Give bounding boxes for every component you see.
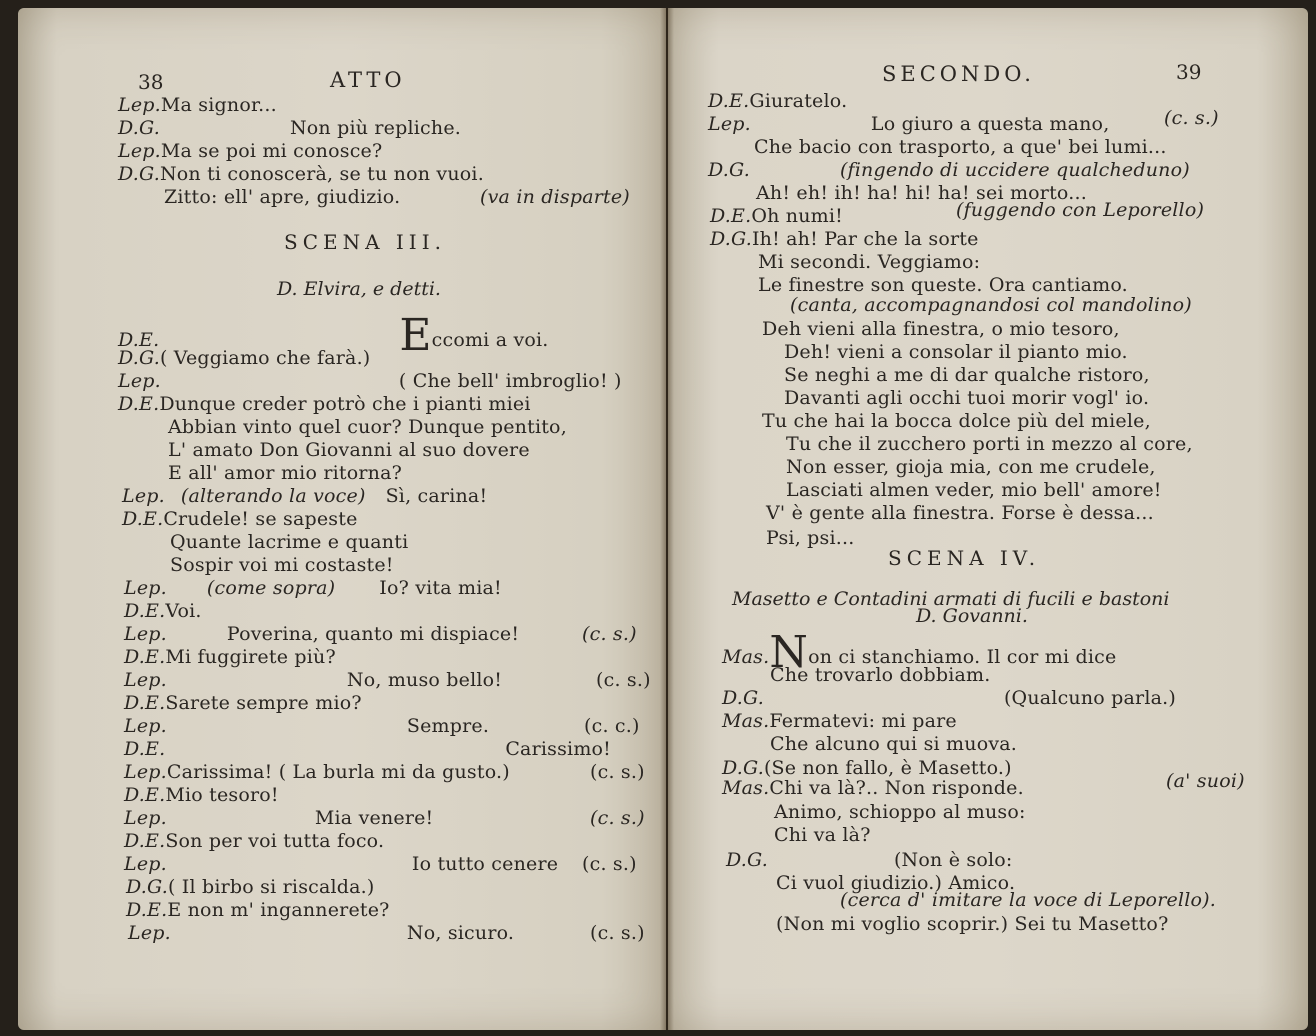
- line: [168, 416, 567, 438]
- line: [124, 646, 336, 668]
- speaker: Mas.: [722, 710, 770, 732]
- page-number-left: 38: [138, 70, 164, 94]
- dialogue: Lasciati almen veder, mio bell' amore!: [786, 479, 1162, 501]
- dialogue: ( Veggiamo che farà.): [159, 347, 371, 369]
- speaker: Lep.: [124, 761, 167, 783]
- dialogue: ( Il birbo si riscalda.): [167, 876, 375, 898]
- dialogue: (Non mi voglio scoprir.) Sei tu Masetto?: [776, 913, 1169, 935]
- speaker: D.E.: [124, 600, 166, 622]
- speaker: D.G.: [118, 117, 160, 139]
- line: [124, 577, 502, 599]
- dialogue: Carissima! ( La burla mi da gusto.): [166, 761, 510, 783]
- dialogue: Mi fuggirete più?: [165, 646, 336, 668]
- line: [124, 807, 433, 829]
- line: [128, 922, 514, 944]
- speaker: D.E.: [124, 646, 166, 668]
- line: [786, 479, 1162, 501]
- speaker: Lep.: [124, 715, 167, 737]
- dialogue: Ci vuol giudizio.) Amico.: [776, 872, 1016, 894]
- speaker: D.G.: [708, 159, 750, 181]
- stage-direction: (fingendo di uccidere qualcheduno): [839, 159, 1190, 181]
- line: [122, 508, 358, 530]
- page-number-right: 39: [1176, 60, 1202, 84]
- dialogue: Sospir voi mi costaste!: [170, 554, 394, 576]
- dialogue: Ma signor...: [160, 94, 277, 116]
- dialogue: Sarete sempre mio?: [165, 692, 362, 714]
- dialogue: Che bacio con trasporto, a que' bei lumi...: [754, 136, 1167, 158]
- dialogue: E non m' ingannerete?: [167, 899, 390, 921]
- line: [722, 757, 1012, 779]
- line: [776, 913, 1168, 935]
- dialogue: Abbian vinto quel cuor? Dunque pentito,: [168, 416, 567, 438]
- dialogue: Mi secondi. Veggiamo:: [758, 251, 981, 273]
- dialogue: E all' amor mio ritorna?: [168, 462, 402, 484]
- dialogue: Non più repliche.: [289, 117, 461, 139]
- speaker: Lep.: [124, 577, 167, 599]
- drop-cap: N: [769, 627, 809, 678]
- dialogue: Ma se poi mi conosce?: [160, 140, 383, 162]
- drop-cap: E: [399, 310, 432, 361]
- speaker: Lep.: [118, 140, 161, 162]
- stage-direction: (c. s.): [582, 853, 637, 875]
- dialogue: Animo, schioppo al muso:: [774, 801, 1026, 823]
- line: [770, 664, 991, 686]
- speaker: Mas.: [722, 777, 770, 799]
- dialogue: ccomi a voi.: [431, 329, 549, 351]
- dialogue: Son per voi tutta foco.: [165, 830, 385, 852]
- line: [118, 94, 277, 116]
- line: [774, 801, 1026, 823]
- running-head-left: ATTO: [330, 68, 406, 92]
- stage-direction: (alterando la voce): [180, 485, 366, 507]
- line: [758, 251, 980, 273]
- speaker: D.E.: [708, 90, 750, 112]
- dialogue: Deh vieni alla finestra, o mio tesoro,: [762, 318, 1120, 340]
- line: [168, 462, 402, 484]
- dialogue: Deh! vieni a consolar il pianto mio.: [784, 341, 1128, 363]
- line: [770, 733, 1017, 755]
- line: [122, 485, 487, 507]
- stage-direction: (c. c.): [584, 715, 640, 737]
- speaker: D.E.: [118, 393, 160, 415]
- dialogue: Sì, carina!: [385, 485, 488, 507]
- line: [762, 318, 1120, 340]
- speaker: D.G.: [722, 687, 764, 709]
- dialogue: Oh numi!: [751, 205, 843, 227]
- stage-direction: (c. s.): [590, 761, 645, 783]
- dialogue: Tu che il zucchero porti in mezzo al core,: [786, 433, 1193, 455]
- line: [168, 439, 530, 461]
- dialogue: Zitto: ell' apre, giudizio.: [164, 186, 401, 208]
- line: [118, 140, 382, 162]
- stage-direction: (a' suoi): [1166, 770, 1245, 792]
- line: [722, 710, 957, 732]
- speaker: D.G.: [118, 163, 160, 185]
- speaker: Lep.: [118, 94, 161, 116]
- speaker: Lep.: [124, 669, 167, 691]
- scene-title-left: SCENA III.: [284, 230, 446, 254]
- dialogue: Voi.: [165, 600, 202, 622]
- dialogue: Che trovarlo dobbiam.: [770, 664, 991, 686]
- dialogue: Quante lacrime e quanti: [170, 531, 409, 553]
- line: [124, 715, 489, 737]
- line: [164, 186, 400, 208]
- dialogue: ( Che bell' imbroglio! ): [398, 370, 622, 392]
- line: [118, 393, 531, 415]
- line: [710, 205, 843, 227]
- dialogue: Mia venere!: [314, 807, 434, 829]
- speaker: Lep.: [118, 370, 161, 392]
- speaker: D.E.: [124, 784, 166, 806]
- speaker: Lep.: [122, 485, 165, 507]
- speaker: D.E.: [124, 738, 166, 760]
- speaker: D.G.: [726, 849, 768, 871]
- line: [124, 600, 202, 622]
- stage-direction: (c. s.): [596, 669, 651, 691]
- dialogue: (Qualcuno parla.): [1003, 687, 1176, 709]
- dialogue: Che alcuno qui si muova.: [770, 733, 1018, 755]
- dialogue: Crudele! se sapeste: [163, 508, 358, 530]
- speaker: Lep.: [124, 853, 167, 875]
- speaker: Lep.: [124, 807, 167, 829]
- line: [126, 876, 375, 898]
- book-spine: [660, 8, 674, 1030]
- scene-cast-right-1: Masetto e Contadini armati di fucili e bastoni: [732, 588, 1170, 610]
- speaker: D.E.: [710, 205, 752, 227]
- speaker: Lep.: [128, 922, 171, 944]
- line: [708, 90, 847, 112]
- dialogue: Carissimo!: [505, 738, 612, 760]
- dialogue: Non ti conoscerà, se tu non vuoi.: [159, 163, 484, 185]
- dialogue: No, sicuro.: [406, 922, 515, 944]
- dialogue: on ci stanchiamo. Il cor mi dice: [808, 646, 1117, 668]
- line: [118, 347, 370, 369]
- dialogue: V' è gente alla finestra. Forse è dessa...: [766, 502, 1154, 524]
- dialogue: Lo giuro a questa mano,: [870, 113, 1110, 135]
- dialogue: Giuratelo.: [749, 90, 848, 112]
- line: [766, 502, 1154, 524]
- scene-cast-left: D. Elvira, e detti.: [277, 278, 441, 300]
- dialogue: Psi, psi...: [766, 527, 855, 549]
- line: [124, 784, 279, 806]
- dialogue: Mio tesoro!: [165, 784, 279, 806]
- line: [118, 117, 461, 139]
- line: [118, 163, 484, 185]
- dialogue: Sempre.: [406, 715, 490, 737]
- dialogue: Davanti agli occhi tuoi morir vogl' io.: [784, 387, 1150, 409]
- dialogue: (Se non fallo, è Masetto.): [763, 757, 1012, 779]
- dialogue: No, muso bello!: [346, 669, 503, 691]
- stage-direction: (fuggendo con Leporello): [956, 199, 1205, 221]
- line: [766, 527, 855, 549]
- speaker: D.G.: [126, 876, 168, 898]
- line: [786, 456, 1156, 478]
- line: [722, 687, 1176, 709]
- line: [124, 623, 519, 645]
- dialogue: Ah! eh! ih! ha! hi! ha! sei morto...: [756, 182, 1087, 204]
- line: [124, 692, 362, 714]
- line: [126, 899, 390, 921]
- line: [118, 370, 622, 392]
- dialogue: Tu che hai la bocca dolce più del miele,: [762, 410, 1151, 432]
- stage-direction: (come sopra): [206, 577, 336, 599]
- stage-direction: (c. s.): [582, 623, 637, 645]
- dialogue: Dunque creder potrò che i pianti miei: [159, 393, 531, 415]
- dialogue: L' amato Don Giovanni al suo dovere: [168, 439, 530, 461]
- speaker: D.E.: [124, 830, 166, 852]
- line: [758, 274, 1128, 296]
- line: [124, 853, 558, 875]
- dialogue: Fermatevi: mi pare: [769, 710, 957, 732]
- scene-title-right: SCENA IV.: [888, 546, 1041, 570]
- line: [710, 228, 979, 250]
- speaker: D.E.: [124, 692, 166, 714]
- speaker: D.E.: [118, 329, 160, 351]
- line: [786, 433, 1193, 455]
- line: [124, 738, 611, 760]
- stage-direction: (cerca d' imitare la voce di Leporello).: [840, 889, 1216, 911]
- speaker: Lep.: [708, 113, 751, 135]
- line: [708, 159, 1190, 181]
- dialogue: Chi va là?: [774, 824, 871, 846]
- stage-direction: (c. s.): [1164, 107, 1219, 129]
- speaker: D.G.: [710, 228, 752, 250]
- dialogue: Chi va là?.. Non risponde.: [769, 777, 1024, 799]
- dialogue: Ih! ah! Par che la sorte: [751, 228, 979, 250]
- line: [124, 830, 384, 852]
- dialogue: Se neghi a me di dar qualche ristoro,: [784, 364, 1150, 386]
- line: [170, 554, 394, 576]
- dialogue: Le finestre son queste. Ora cantiamo.: [758, 274, 1128, 296]
- speaker: D.G.: [722, 757, 764, 779]
- speaker: D.G.: [118, 347, 160, 369]
- line: [722, 777, 1024, 799]
- line: [726, 849, 1012, 871]
- speaker: Lep.: [124, 623, 167, 645]
- speaker: D.E.: [122, 508, 164, 530]
- line: [784, 387, 1149, 409]
- dialogue: Non esser, gioja mia, con me crudele,: [786, 456, 1156, 478]
- dialogue: Io tutto cenere: [411, 853, 559, 875]
- line: [708, 113, 1109, 135]
- stage-direction: (c. s.): [590, 807, 645, 829]
- speaker: D.E.: [126, 899, 168, 921]
- speaker: Mas.: [722, 646, 770, 668]
- dialogue: Poverina, quanto mi dispiace!: [226, 623, 520, 645]
- line: [762, 410, 1151, 432]
- line: [784, 364, 1150, 386]
- line: [124, 669, 502, 691]
- line: [124, 761, 510, 783]
- dialogue: (Non è solo:: [893, 849, 1013, 871]
- stage-direction: (canta, accompagnandosi col mandolino): [790, 294, 1192, 316]
- line: [774, 824, 871, 846]
- stage-direction: (c. s.): [590, 922, 645, 944]
- line: [754, 136, 1167, 158]
- line: [784, 341, 1128, 363]
- stage-direction: (va in disparte): [480, 186, 630, 208]
- line: [170, 531, 408, 553]
- running-head-right: SECONDO.: [882, 62, 1035, 86]
- scene-cast-right-2: D. Govanni.: [916, 605, 1028, 627]
- dialogue: Io? vita mia!: [379, 577, 502, 599]
